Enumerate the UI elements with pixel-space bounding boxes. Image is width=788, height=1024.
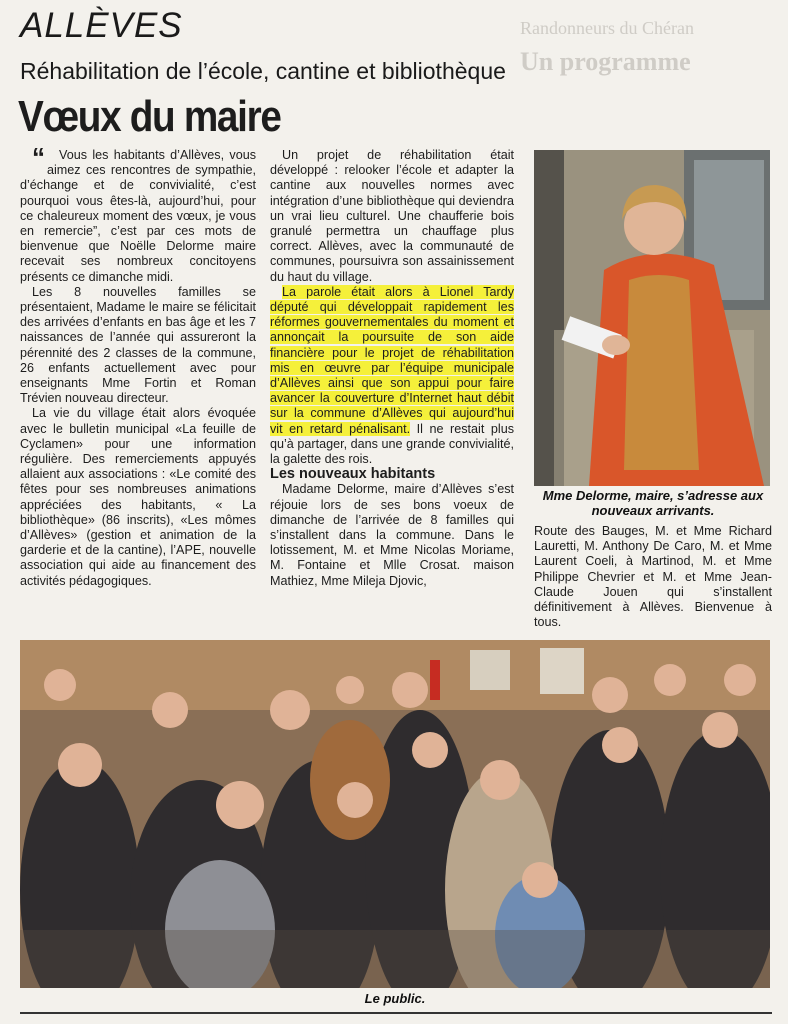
adjacent-article-bleed — [520, 18, 770, 77]
photo-mayor-image — [534, 150, 770, 486]
article-kicker: Réhabilitation de l’école, cantine et bibliothèque — [20, 58, 506, 84]
article-paragraph — [20, 142, 256, 285]
paragraph-text: Il ne restait plus qu’à partager, dans une grande convivialité, la galette des rois. — [270, 421, 514, 467]
photo-mayor-caption: Mme Delorme, maire, s’adresse aux nouveaux arrivants. — [542, 488, 764, 518]
article-headline: Vœux du maire — [18, 92, 281, 141]
article-paragraph — [270, 285, 514, 467]
highlighted-text: La parole était alors à Lionel Tardy député qui développait rapidement les réformes gouvernementales du moment et annonçait la poursuite de son aide financière pour le projet de réhabilitation mis en œuvre par l’équipe municipale d’Allèves ainsi que son appui pour faire avancer la couverture d’Internet haut débit sur la commune d’Allèves qui aujourd’hui vit en retard pénalisant. — [270, 284, 514, 436]
article-paragraph: Madame Delorme, maire d’Allèves s’est réjouie lors de ses bons voeux de dimanche de l’arrivée de 8 familles qui s’installent dans la commune. Dans le lotissement, M. et Mme Nicolas Moriame, M. Fontaine et Mlle Crosat. maison Mathiez, Mme Mileja Djovic, — [270, 482, 514, 588]
adjacent-article-line2: Un programme — [520, 47, 691, 76]
photo-audience-image — [20, 640, 770, 988]
bottom-rule — [20, 1012, 772, 1014]
section-label: ALLÈVES — [20, 6, 183, 45]
article-column-2 — [270, 148, 514, 589]
subheading: Les nouveaux habitants — [270, 466, 436, 483]
article-paragraph: Un projet de réhabilitation était développé : relooker l’école et adapter la cantine aux nouvelles normes avec intégration d’une bibliothèque qui deviendra un vrai lieu culturel. Une chaufferie bois granulé permettra un chauffage plus correct. Allèves, avec la communauté de communes, poursuivra son assainissement du haut du village. — [270, 148, 514, 284]
article-paragraph: Les 8 nouvelles familles se présentaient, Madame le maire se félicitait des arrivées d’enfants en bas âge et les 7 naissances de l’année qui assureront la pérennité des 2 classes de la commune, 26 enfants actuellement avec pour enseignants Mme Fortin et Roman Trévien nouveau directeur. — [20, 284, 256, 406]
article-paragraph: Route des Bauges, M. et Mme Richard Lauretti, M. Anthony De Caro, M. et Mme Laurent Coeli, à Martinod, M. et Mme Philippe Chevrier et M. et Mme Jean-Claude Jouen qui s’installent définitivement à Allèves. Bienvenue à tous. — [534, 524, 772, 630]
paragraph-text: Vous les habitants d’Allèves, vous aimez ces rencontres de sympathie, d’échange et de convivialité, c’est pourquoi vous êtes-là, aujourd’hui, pour ce chaleureux moment des vœux, je vous en remercie”, c’est par ces mots de bienvenue que Noëlle Delorme maire recevait ses nombreux concitoyens présents ce dimanche midi. — [20, 148, 256, 284]
photo-mayor — [534, 150, 770, 486]
adjacent-article-line1: Randonneurs du Chéran — [520, 18, 694, 38]
quote-mark: “ — [32, 142, 45, 172]
article-column-3 — [534, 524, 772, 630]
photo-audience — [20, 640, 770, 988]
article-column-1 — [20, 142, 256, 589]
article-paragraph: La vie du village était alors évoquée avec le bulletin municipal «La feuille de Cyclamen» pour une information régulière. Des remerciements appuyés allaient aux associations : «Le comité des fêtes pour ses nombreuses animations appréciées des habitants, « La bibliothèque» (86 inscrits), «Les mômes d’Allèves» (gestion et animation de la garderie et de la cantine), l’APE, nouvelle association qui aide au financement des activités pédagogiques. — [20, 406, 256, 588]
photo-audience-caption: Le public. — [364, 991, 426, 1006]
